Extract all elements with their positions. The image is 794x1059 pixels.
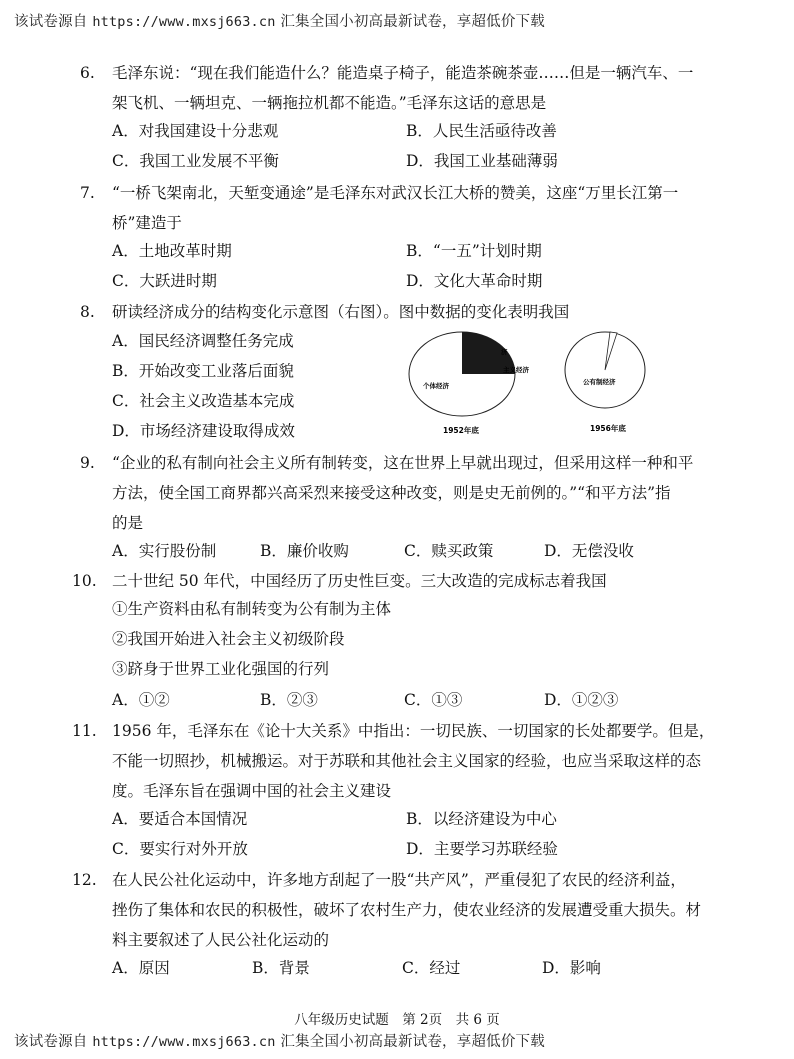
question-10 bbox=[72, 566, 722, 596]
option-a[interactable]: A．对我国建设十分悲观 bbox=[112, 122, 279, 140]
option-d[interactable]: D．①②③ bbox=[544, 691, 619, 709]
option-c[interactable]: C．经过 bbox=[402, 959, 461, 977]
page-footer: 八年级历史试题 第 2页 共 6 页 bbox=[294, 1012, 500, 1028]
option-b[interactable]: B．②③ bbox=[260, 691, 318, 709]
option-a[interactable]: A．原因 bbox=[112, 959, 170, 977]
question-number: 9. bbox=[80, 454, 95, 472]
option-d[interactable]: D．市场经济建设取得成效 bbox=[112, 422, 295, 440]
option-c[interactable]: C．我国工业发展不平衡 bbox=[112, 152, 279, 170]
statement-item-1: ①生产资料由私有制转变为公有制为主体 bbox=[112, 600, 392, 618]
economic-structure-figure bbox=[405, 330, 705, 440]
source-banner-top bbox=[14, 10, 545, 31]
option-c[interactable]: C．大跃进时期 bbox=[112, 272, 217, 290]
option-d[interactable]: D．影响 bbox=[542, 959, 601, 977]
option-c[interactable]: C．要实行对外开放 bbox=[112, 840, 248, 858]
pie-caption-1956: 1956年底 bbox=[590, 424, 626, 433]
banner-suffix: 汇集全国小初高最新试卷，享超低价下载 bbox=[280, 14, 545, 30]
question-stem-line: 方法，使全国工商界都兴高采烈来接受这种改变，则是史无前例的。”“和平方法”指 bbox=[112, 484, 671, 502]
question-7 bbox=[72, 178, 722, 238]
option-d[interactable]: D．我国工业基础薄弱 bbox=[406, 152, 558, 170]
banner-prefix: 该试卷源自 bbox=[14, 14, 88, 30]
option-b[interactable]: B．廉价收购 bbox=[260, 542, 349, 560]
question-stem-line: “一桥飞架南北，天堑变通途”是毛泽东对武汉长江大桥的赞美，这座“万里长江第一 bbox=[112, 184, 679, 202]
option-a[interactable]: A．国民经济调整任务完成 bbox=[112, 332, 294, 350]
pie-1956 bbox=[565, 332, 645, 433]
option-c[interactable]: C．①③ bbox=[404, 691, 463, 709]
question-stem-line: 在人民公社化运动中，许多地方刮起了一股“共产风”，严重侵犯了农民的经济利益， bbox=[112, 871, 686, 889]
option-b[interactable]: B．开始改变工业落后面貌 bbox=[112, 362, 294, 380]
banner-suffix: 汇集全国小初高最新试卷，享超低价下载 bbox=[280, 1034, 545, 1050]
option-d[interactable]: D．无偿没收 bbox=[544, 542, 634, 560]
question-stem-line: 毛泽东说：“现在我们能造什么？能造桌子椅子，能造茶碗茶壶……但是一辆汽车、一 bbox=[112, 64, 694, 82]
option-d[interactable]: D．文化大革命时期 bbox=[406, 272, 543, 290]
option-b[interactable]: B．背景 bbox=[252, 959, 310, 977]
question-number: 12. bbox=[72, 871, 97, 889]
question-number: 8. bbox=[80, 303, 95, 321]
question-stem-line: 1956 年，毛泽东在《论十大关系》中指出：一切民族、一切国家的长处都要学。但是， bbox=[112, 722, 715, 740]
pie-caption-1952: 1952年底 bbox=[443, 426, 479, 435]
question-6 bbox=[72, 58, 722, 118]
pie-label-public: 公有制经济 bbox=[583, 378, 616, 386]
question-12 bbox=[72, 865, 722, 955]
question-9 bbox=[72, 448, 722, 538]
question-number: 7. bbox=[80, 184, 95, 202]
question-stem-line: 不能一切照抄，机械搬运。对于苏联和其他社会主义国家的经验，也应当采取这样的态 bbox=[112, 752, 702, 770]
question-8 bbox=[72, 297, 722, 327]
question-11 bbox=[72, 716, 722, 806]
banner-url[interactable]: https://www.mxsj663.cn bbox=[92, 14, 276, 30]
option-b[interactable]: B．以经济建设为中心 bbox=[406, 810, 557, 828]
pie-1952 bbox=[409, 332, 530, 435]
option-c[interactable]: C．赎买政策 bbox=[404, 542, 494, 560]
question-number: 6. bbox=[80, 64, 95, 82]
option-b[interactable]: B．人民生活亟待改善 bbox=[406, 122, 557, 140]
question-number: 10. bbox=[72, 572, 97, 590]
source-banner-bottom bbox=[14, 1030, 545, 1051]
question-stem-line: 的是 bbox=[112, 514, 144, 532]
option-c[interactable]: C．社会主义改造基本完成 bbox=[112, 392, 295, 410]
statement-item-2: ②我国开始进入社会主义初级阶段 bbox=[112, 630, 345, 648]
option-b[interactable]: B．“一五”计划时期 bbox=[406, 242, 542, 260]
statement-item-3: ③跻身于世界工业化强国的行列 bbox=[112, 660, 330, 678]
question-stem-line: 架飞机、一辆坦克、一辆拖拉机都不能造。”毛泽东这话的意思是 bbox=[112, 94, 547, 112]
option-a[interactable]: A．实行股份制 bbox=[112, 542, 217, 560]
banner-prefix: 该试卷源自 bbox=[14, 1034, 88, 1050]
question-stem-line: 度。毛泽东旨在强调中国的社会主义建设 bbox=[112, 782, 392, 800]
question-stem-line: “企业的私有制向社会主义所有制转变，这在世界上早就出现过，但采用这样一种和平 bbox=[112, 454, 694, 472]
question-number: 11. bbox=[72, 722, 97, 740]
banner-url[interactable]: https://www.mxsj663.cn bbox=[92, 1034, 276, 1050]
option-a[interactable]: A．土地改革时期 bbox=[112, 242, 232, 260]
question-stem-line: 桥”建造于 bbox=[112, 214, 182, 232]
option-d[interactable]: D．主要学习苏联经验 bbox=[406, 840, 558, 858]
question-stem-line: 二十世纪 50 年代，中国经历了历史性巨变。三大改造的完成标志着我国 bbox=[112, 572, 607, 590]
pie-label-fragment: 济 bbox=[501, 348, 508, 356]
question-stem-line: 料主要叙述了人民公社化运动的 bbox=[112, 931, 330, 949]
pie-label-individual: 个体经济 bbox=[423, 382, 449, 390]
option-a[interactable]: A．要适合本国情况 bbox=[112, 810, 248, 828]
question-stem-line: 挫伤了集体和农民的积极性，破坏了农村生产力，使农业经济的发展遭受重大损失。材 bbox=[112, 901, 702, 919]
question-stem-line: 研读经济成分的结构变化示意图（右图）。图中数据的变化表明我国 bbox=[112, 303, 570, 321]
pie-label-socialist: 主义经济 bbox=[503, 366, 529, 374]
option-a[interactable]: A．①② bbox=[112, 691, 170, 709]
